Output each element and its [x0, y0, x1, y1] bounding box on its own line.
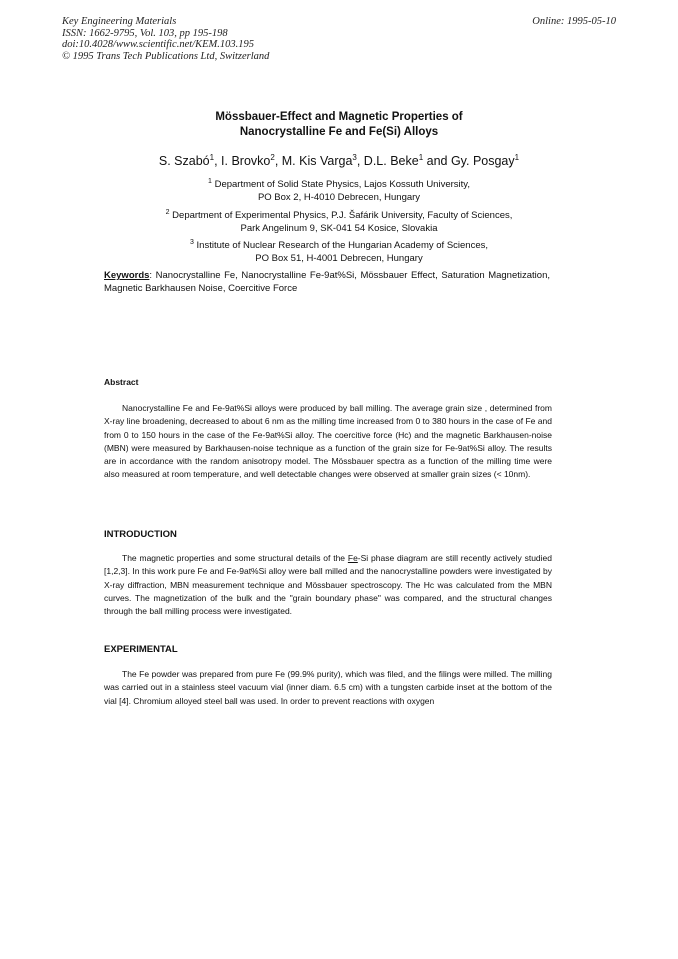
- affiliation-line: PO Box 51, H-4001 Debrecen, Hungary: [255, 252, 423, 264]
- journal-header: [62, 16, 269, 62]
- affiliation-line: PO Box 2, H-4010 Debrecen, Hungary: [257, 191, 421, 203]
- doi-line: doi:10.4028/www.scientific.net/KEM.103.195: [62, 39, 254, 50]
- title-line-2: Nanocrystalline Fe and Fe(Si) Alloys: [239, 126, 439, 138]
- author-separator: ,: [274, 154, 282, 169]
- intro-text-part: The magnetic properties and some structural details of the: [122, 553, 348, 563]
- affiliation-line: Park Angelinum 9, SK-041 54 Kosice, Slovakia: [240, 222, 438, 234]
- author-name: D.L. Beke: [363, 154, 419, 169]
- journal-name: Key Engineering Materials: [62, 16, 177, 27]
- keywords-text: Nanocrystalline Fe, Nanocrystalline Fe-9at%Si, Mössbauer Effect, Saturation Magnetization, Magnetic Barkhausen Noise, Coercitive Force: [104, 270, 550, 294]
- affiliation-1: [0, 176, 678, 204]
- author-separator: and: [423, 154, 451, 169]
- author-name: I. Brovko: [221, 154, 271, 169]
- affiliation-line: Department of Solid State Physics, Lajos Kossuth University,: [214, 179, 470, 191]
- intro-underlined-term: Fe: [347, 553, 358, 563]
- affiliation-sup: 3: [189, 239, 194, 246]
- affiliation-2: [0, 207, 678, 235]
- keywords-block: Keywords: Nanocrystalline Fe, Nanocrystalline Fe-9at%Si, Mössbauer Effect, Saturation Magnetization, Magnetic Barkhausen Noise, Coercitive Force: [104, 270, 550, 294]
- author-name: Gy. Posgay: [450, 154, 515, 169]
- title-line-1: Mössbauer-Effect and Magnetic Properties of: [215, 111, 463, 123]
- keywords-label: Keywords: [104, 270, 150, 281]
- author-sup: 1: [209, 153, 215, 162]
- author-separator: ,: [214, 154, 222, 169]
- introduction-heading: INTRODUCTION: [104, 529, 177, 540]
- experimental-heading: EXPERIMENTAL: [104, 644, 178, 655]
- affiliation-sup: 2: [165, 209, 170, 216]
- author-list: [0, 150, 678, 169]
- intro-text-part: -Si phase diagram are still recently actively studied [1,2,3]. In this work pure Fe and Fe-9at%Si alloy were ball milled and the nanocrystalline powders were investigated by X-ray diffraction, MBN measurement technique and Mössbauer spectroscopy. The Hc was calculated from the MBN curves. The magnetization of the bulk and the "grain boundary phase" was compared, and the structural changes through the ball milling process were investigated.: [104, 553, 552, 617]
- author-sup: 1: [514, 153, 520, 162]
- issn-line: ISSN: 1662-9795, Vol. 103, pp 195-198: [62, 27, 228, 39]
- paper-title: [0, 110, 678, 140]
- author-name: M. Kis Varga: [281, 154, 353, 169]
- author-sup: 1: [418, 153, 424, 162]
- experimental-text: The Fe powder was prepared from pure Fe (99.9% purity), which was filed, and the filings were milled. The milling was carried out in a stainless steel vacuum vial (inner diam. 6.5 cm) with a tungsten carbide inset at the bottom of the vial [4]. Chromium alloyed steel ball was used. In order to prevent reactions with oxygen: [104, 669, 552, 706]
- affiliation-line: Institute of Nuclear Research of the Hungarian Academy of Sciences,: [196, 240, 489, 252]
- author-name: S. Szabó: [158, 154, 210, 169]
- author-sup: 3: [352, 153, 357, 162]
- copyright-line: © 1995 Trans Tech Publications Ltd, Switzerland: [62, 50, 270, 62]
- author-sup: 2: [270, 153, 275, 162]
- affiliation-sup: 1: [208, 178, 212, 185]
- author-separator: ,: [356, 154, 364, 169]
- online-date: Online: 1995-05-10: [532, 16, 616, 27]
- affiliation-3: [0, 237, 678, 265]
- affiliation-line: Department of Experimental Physics, P.J. Šafárik University, Faculty of Sciences,: [172, 210, 513, 222]
- abstract-heading: Abstract: [104, 377, 139, 387]
- introduction-text: [104, 552, 552, 618]
- abstract-text: Nanocrystalline Fe and Fe-9at%Si alloys were produced by ball milling. The average grain size , determined from X-ray line broadening, decreased to about 6 nm as the milling time increased from 0 to 380 hours in the case of Fe and from 0 to 150 hours in the case of the Fe-9at%Si alloy. The coercitive force (Hc) and the magnetic Barkhausen-noise (MBN) were measured by Barkhausen-noise technique as a function of the grain size for Fe-9at%Si alloy. The results are in accordance with the random anisotropy model. The Mössbauer spectra as a function of the milling time were also measured at room temperature, and well detectable changes were observed at smaller grain sizes (< 10nm).: [104, 403, 552, 480]
